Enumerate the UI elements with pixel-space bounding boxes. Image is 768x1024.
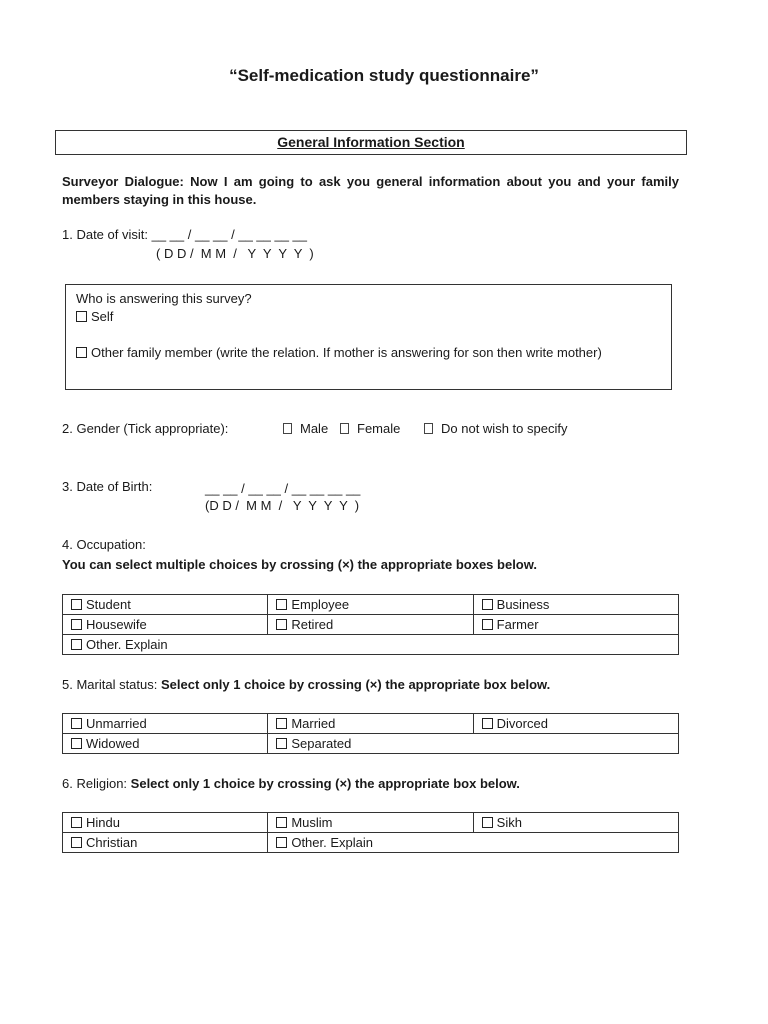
checkbox-icon[interactable]: [276, 619, 287, 630]
checkbox-icon[interactable]: [276, 718, 287, 729]
checkbox-icon[interactable]: [276, 817, 287, 828]
respondent-option-self[interactable]: Self: [76, 308, 656, 326]
religion-option[interactable]: Muslim: [268, 813, 473, 833]
checkbox-icon[interactable]: [71, 738, 82, 749]
checkbox-icon[interactable]: [76, 311, 87, 322]
checkbox-icon[interactable]: [71, 718, 82, 729]
marital-status-row: [62, 677, 550, 692]
religion-option[interactable]: Sikh: [473, 813, 678, 833]
checkbox-icon[interactable]: [482, 817, 493, 828]
checkbox-icon[interactable]: [276, 738, 287, 749]
occupation-option[interactable]: Farmer: [473, 615, 678, 635]
checkbox-icon[interactable]: [71, 639, 82, 650]
gender-option-male[interactable]: Male: [283, 421, 328, 436]
occupation-instruction: You can select multiple choices by crossing (×) the appropriate boxes below.: [62, 557, 537, 572]
checkbox-icon[interactable]: [76, 347, 87, 358]
religion-option[interactable]: Other. Explain: [268, 833, 679, 853]
surveyor-dialogue: Surveyor Dialogue: Now I am going to ask you general information about you and your family members staying in this house.: [62, 174, 679, 207]
document-title: “Self-medication study questionnaire”: [229, 66, 539, 85]
dob-format: (D D / M M / Y Y Y Y ): [205, 498, 360, 513]
marital-option[interactable]: Widowed: [63, 734, 268, 754]
date-of-visit-label: 1. Date of visit:: [62, 227, 148, 242]
religion-row: [62, 776, 520, 791]
gender-option-unspecified[interactable]: Do not wish to specify: [424, 421, 567, 436]
marital-options-table: [62, 713, 679, 754]
occupation-label: 4. Occupation:: [62, 537, 146, 552]
occupation-option[interactable]: Student: [63, 595, 268, 615]
date-of-visit-field[interactable]: __ __ / __ __ / __ __ __ __: [151, 227, 308, 242]
respondent-question: Who is answering this survey?: [76, 291, 252, 306]
checkbox-icon[interactable]: [71, 817, 82, 828]
marital-option[interactable]: Divorced: [473, 714, 678, 734]
checkbox-icon[interactable]: [71, 837, 82, 848]
marital-status-instruction: Select only 1 choice by crossing (×) the appropriate box below.: [161, 677, 551, 692]
checkbox-icon[interactable]: [482, 599, 493, 610]
checkbox-icon[interactable]: [283, 423, 292, 434]
religion-instruction: Select only 1 choice by crossing (×) the appropriate box below.: [130, 776, 520, 791]
religion-option[interactable]: Hindu: [63, 813, 268, 833]
marital-option[interactable]: Married: [268, 714, 473, 734]
occupation-option[interactable]: Employee: [268, 595, 473, 615]
checkbox-icon[interactable]: [482, 619, 493, 630]
religion-label: 6. Religion:: [62, 776, 128, 791]
occupation-option[interactable]: Retired: [268, 615, 473, 635]
occupation-option[interactable]: Housewife: [63, 615, 268, 635]
checkbox-icon[interactable]: [340, 423, 349, 434]
section-header-box: [55, 130, 687, 155]
date-of-visit-format: ( D D / M M / Y Y Y Y ): [156, 246, 314, 261]
checkbox-icon[interactable]: [424, 423, 433, 434]
respondent-box: [65, 284, 672, 390]
gender-option-female[interactable]: Female: [340, 421, 400, 436]
respondent-option-other[interactable]: Other family member (write the relation. If mother is answering for son then write mother): [76, 344, 656, 362]
dob-label: 3. Date of Birth:: [62, 479, 153, 494]
dob-field[interactable]: __ __ / __ __ / __ __ __ __: [205, 481, 361, 496]
checkbox-icon[interactable]: [276, 837, 287, 848]
date-of-visit-row: [62, 227, 307, 242]
religion-option[interactable]: Christian: [63, 833, 268, 853]
occupation-options-table: [62, 594, 679, 655]
occupation-option-other[interactable]: Other. Explain: [63, 635, 679, 655]
checkbox-icon[interactable]: [482, 718, 493, 729]
religion-options-table: [62, 812, 679, 853]
marital-option[interactable]: Separated: [268, 734, 679, 754]
marital-option[interactable]: Unmarried: [63, 714, 268, 734]
checkbox-icon[interactable]: [276, 599, 287, 610]
checkbox-icon[interactable]: [71, 619, 82, 630]
section-title: General Information Section: [277, 134, 465, 150]
marital-status-label: 5. Marital status:: [62, 677, 158, 692]
occupation-option[interactable]: Business: [473, 595, 678, 615]
gender-label: 2. Gender (Tick appropriate):: [62, 421, 229, 436]
checkbox-icon[interactable]: [71, 599, 82, 610]
